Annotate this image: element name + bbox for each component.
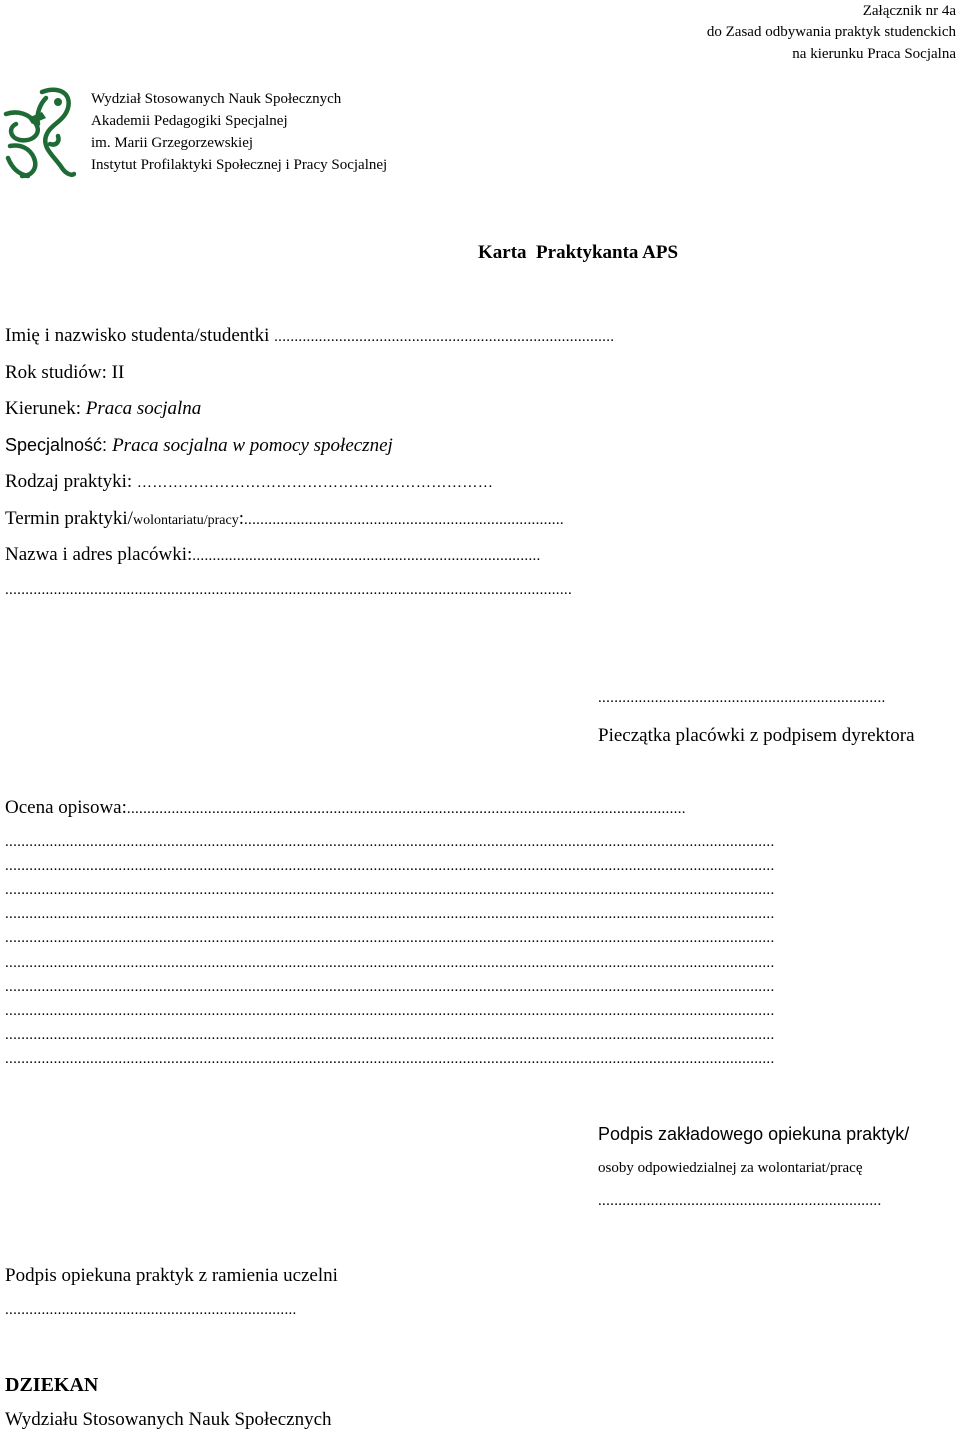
- institution-dots: ......................................................................................: [192, 548, 541, 564]
- specialty-row: [5, 433, 393, 458]
- institution-dots-line-2: ............................................................................................................................................: [5, 582, 572, 598]
- practice-term-colon: :: [238, 508, 244, 529]
- specialty-label: Specjalność:: [5, 435, 113, 455]
- annex-line-2: do Zasad odbywania praktyk studenckich: [706, 24, 956, 40]
- institute-name: Instytut Profilaktyki Społecznej i Pracy Socjalnej: [91, 157, 388, 173]
- supervisor-signature-dots: ......................................................................: [598, 1193, 882, 1209]
- student-name-row: [5, 324, 614, 349]
- evaluation-line-8: ..............................................................................................................................................................................................: [5, 1003, 775, 1019]
- university-supervisor-label: Podpis opiekuna praktyk z ramienia uczelni: [5, 1265, 338, 1286]
- study-year-value: II: [111, 362, 125, 383]
- major-row: [5, 397, 201, 421]
- supervisor-signature-label: Podpis zakładowego opiekuna praktyk/: [598, 1124, 910, 1144]
- specialty-value: Praca socjalna w pomocy społecznej: [112, 435, 393, 456]
- evaluation-dots: ..........................................................................................................................................: [126, 801, 686, 817]
- evaluation-line-3: ..............................................................................................................................................................................................: [5, 882, 775, 898]
- study-year-label: Rok studiów:: [5, 362, 112, 383]
- stamp-dots: .......................................................................: [598, 690, 886, 706]
- evaluation-line-5: ..............................................................................................................................................................................................: [5, 930, 775, 946]
- dean-title: DZIEKAN: [5, 1374, 99, 1396]
- annex-line-3: na kierunku Praca Socjalna: [792, 46, 956, 62]
- academy-patron: im. Marii Grzegorzewskiej: [91, 135, 254, 151]
- institution-row: [5, 543, 541, 568]
- annex-line-1: Załącznik nr 4a: [862, 3, 956, 19]
- major-label: Kierunek:: [5, 398, 86, 419]
- evaluation-line-10: ..............................................................................................................................................................................................: [5, 1051, 775, 1067]
- stamp-label: Pieczątka placówki z podpisem dyrektora: [598, 725, 915, 746]
- faculty-name: Wydział Stosowanych Nauk Społecznych: [91, 91, 342, 107]
- university-logo-icon: [2, 84, 76, 180]
- major-value: Praca socjalna: [85, 398, 202, 419]
- practice-type-label: Rodzaj praktyki:: [5, 471, 137, 492]
- practice-term-dots: ...............................................................................: [243, 512, 564, 528]
- study-year-row: [5, 361, 124, 385]
- evaluation-row: [5, 796, 957, 821]
- evaluation-line-2: ..............................................................................................................................................................................................: [5, 858, 775, 874]
- evaluation-line-1: ..............................................................................................................................................................................................: [5, 834, 775, 850]
- practice-term-small: wolontariatu/pracy: [132, 513, 239, 528]
- evaluation-line-6: ..............................................................................................................................................................................................: [5, 955, 775, 971]
- supervisor-signature-sublabel: osoby odpowiedzialnej za wolontariat/pracę: [598, 1160, 863, 1176]
- practice-type-dots: ……………………………………………………………: [136, 475, 494, 491]
- practice-term-label: Termin praktyki/: [5, 508, 133, 529]
- institution-label: Nazwa i adres placówki:: [5, 544, 193, 565]
- page-title: Karta Praktykanta APS: [478, 242, 679, 263]
- student-name-dots: ....................................................................................: [274, 329, 615, 345]
- academy-name: Akademii Pedagogiki Specjalnej: [91, 113, 288, 129]
- evaluation-line-4: ..............................................................................................................................................................................................: [5, 906, 775, 922]
- evaluation-line-9: ..............................................................................................................................................................................................: [5, 1027, 775, 1043]
- evaluation-line-7: ..............................................................................................................................................................................................: [5, 979, 775, 995]
- student-name-label: Imię i nazwisko studenta/studentki: [5, 325, 270, 346]
- evaluation-label: Ocena opisowa:: [5, 797, 127, 818]
- university-supervisor-dots: ........................................................................: [5, 1302, 297, 1318]
- dean-faculty: Wydziału Stosowanych Nauk Społecznych: [5, 1409, 332, 1430]
- practice-type-row: [5, 470, 493, 495]
- practice-term-row: [5, 507, 564, 533]
